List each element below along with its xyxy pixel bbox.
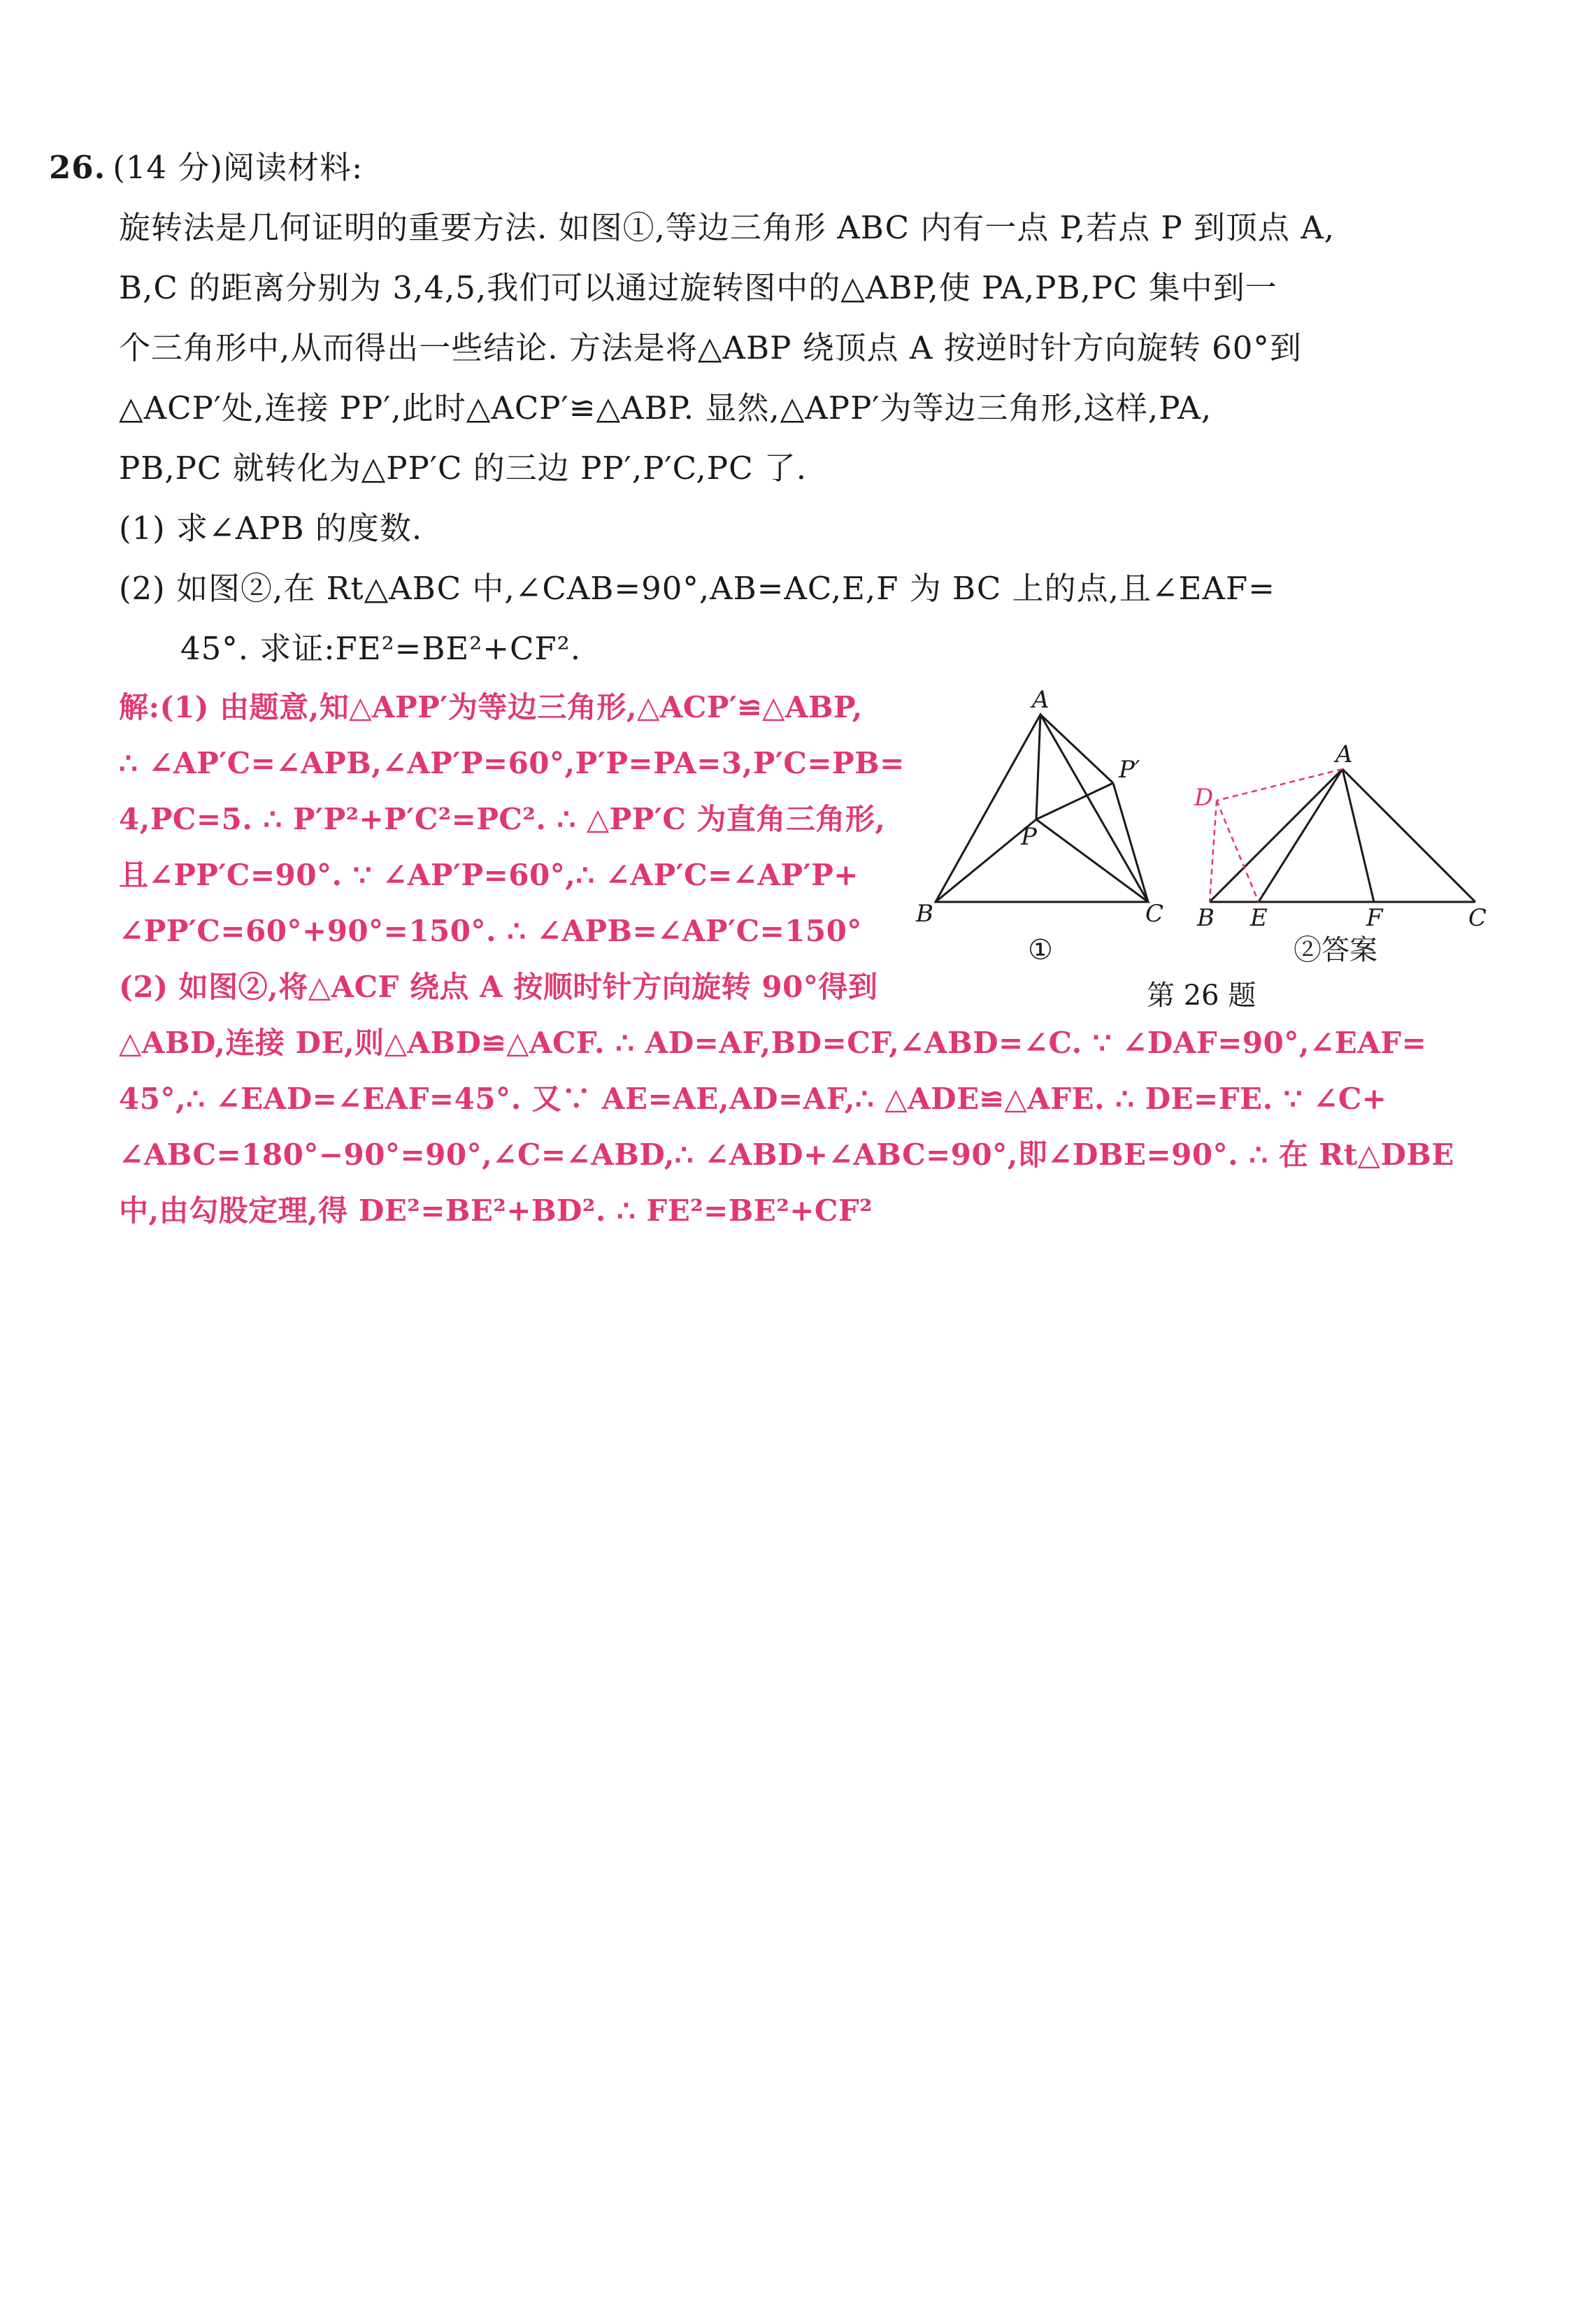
segment-ac xyxy=(1342,769,1475,902)
figure-1-caption: ① xyxy=(1028,934,1053,966)
segment-bd xyxy=(1210,801,1217,902)
segment-de xyxy=(1217,801,1259,902)
material-line: 个三角形中,从而得出一些结论. 方法是将△ABP 绕顶点 A 按逆时针方向旋转 60°到 xyxy=(119,329,1302,366)
part-1: (1) 求∠APB 的度数. xyxy=(119,510,423,547)
figure-caption: 第 26 题 xyxy=(1147,980,1256,1012)
segment-p-prime-c xyxy=(1113,783,1148,902)
answer-line: ∠ABC=180°−90°=90°,∠C=∠ABD,∴ ∠ABD+∠ABC=90°,即∠DBE=90°. ∴ 在 Rt△DBE xyxy=(119,1138,1454,1172)
answer-line: 中,由勾股定理,得 DE²=BE²+BD². ∴ FE²=BE²+CF² xyxy=(119,1193,873,1228)
label-p: P xyxy=(1021,823,1037,851)
answer-line: 且∠PP′C=90°. ∵ ∠AP′P=60°,∴ ∠AP′C=∠AP′P+ xyxy=(119,858,859,892)
segment-ab xyxy=(1210,769,1342,902)
segment-ae xyxy=(1259,769,1342,902)
part-2-line-2: 45°. 求证:FE²=BE²+CF². xyxy=(180,630,582,667)
material-line: PB,PC 就转化为△PP′C 的三边 PP′,P′C,PC 了. xyxy=(119,450,808,487)
answer-line: ∠PP′C=60°+90°=150°. ∴ ∠APB=∠AP′C=150° xyxy=(119,914,862,948)
label-a: A xyxy=(1032,686,1050,714)
figure-1-diagram xyxy=(909,685,1189,937)
answer-line: 45°,∴ ∠EAD=∠EAF=45°. 又∵ AE=AE,AD=AF,∴ △ADE≌△AFE. ∴ DE=FE. ∵ ∠C+ xyxy=(119,1082,1387,1116)
label-a: A xyxy=(1335,740,1353,768)
material-line: △ACP′处,连接 PP′,此时△ACP′≌△ABP. 显然,△APP′为等边三角形,这样,PA, xyxy=(119,389,1212,426)
label-b: B xyxy=(1197,904,1215,930)
figure-2 xyxy=(1189,727,1496,930)
label-e: E xyxy=(1250,904,1268,930)
figure-2-caption: ②答案 xyxy=(1294,934,1377,966)
label-p-prime: P′ xyxy=(1119,756,1140,784)
triangle-abc xyxy=(936,715,1148,902)
label-f: F xyxy=(1366,904,1383,930)
figure-1 xyxy=(909,685,1189,937)
figure-2-diagram xyxy=(1189,727,1496,930)
answer-line: △ABD,连接 DE,则△ABD≌△ACF. ∴ AD=AF,BD=CF,∠ABD=∠C. ∵ ∠DAF=90°,∠EAF= xyxy=(119,1026,1427,1060)
segment-pc xyxy=(1036,819,1148,902)
label-c: C xyxy=(1468,904,1487,930)
label-c: C xyxy=(1145,900,1164,928)
part-2-line-1: (2) 如图②,在 Rt△ABC 中,∠CAB=90°,AB=AC,E,F 为 BC 上的点,且∠EAF= xyxy=(119,570,1275,607)
segment-pp-prime xyxy=(1036,783,1113,819)
question-title: (14 分)阅读材料: xyxy=(113,149,364,186)
answer-line: ∴ ∠AP′C=∠APB,∠AP′P=60°,P′P=PA=3,P′C=PB= xyxy=(119,746,905,780)
segment-af xyxy=(1342,769,1374,902)
segment-ap xyxy=(1036,715,1040,819)
segment-ad xyxy=(1217,769,1342,801)
label-d: D xyxy=(1194,784,1214,812)
material-line: 旋转法是几何证明的重要方法. 如图①,等边三角形 ABC 内有一点 P,若点 P 到顶点 A, xyxy=(119,209,1335,246)
answer-line: 解:(1) 由题意,知△APP′为等边三角形,△ACP′≌△ABP, xyxy=(119,690,863,724)
material-line: B,C 的距离分别为 3,4,5,我们可以通过旋转图中的△ABP,使 PA,PB,PC 集中到一 xyxy=(119,269,1277,306)
question-number: 26. xyxy=(49,149,106,186)
question-header xyxy=(49,148,363,187)
answer-line: 4,PC=5. ∴ P′P²+P′C²=PC². ∴ △PP′C 为直角三角形, xyxy=(119,802,886,836)
label-b: B xyxy=(916,900,933,928)
answer-line: (2) 如图②,将△ACF 绕点 A 按顺时针方向旋转 90°得到 xyxy=(119,970,878,1004)
segment-ap-prime xyxy=(1040,715,1113,783)
